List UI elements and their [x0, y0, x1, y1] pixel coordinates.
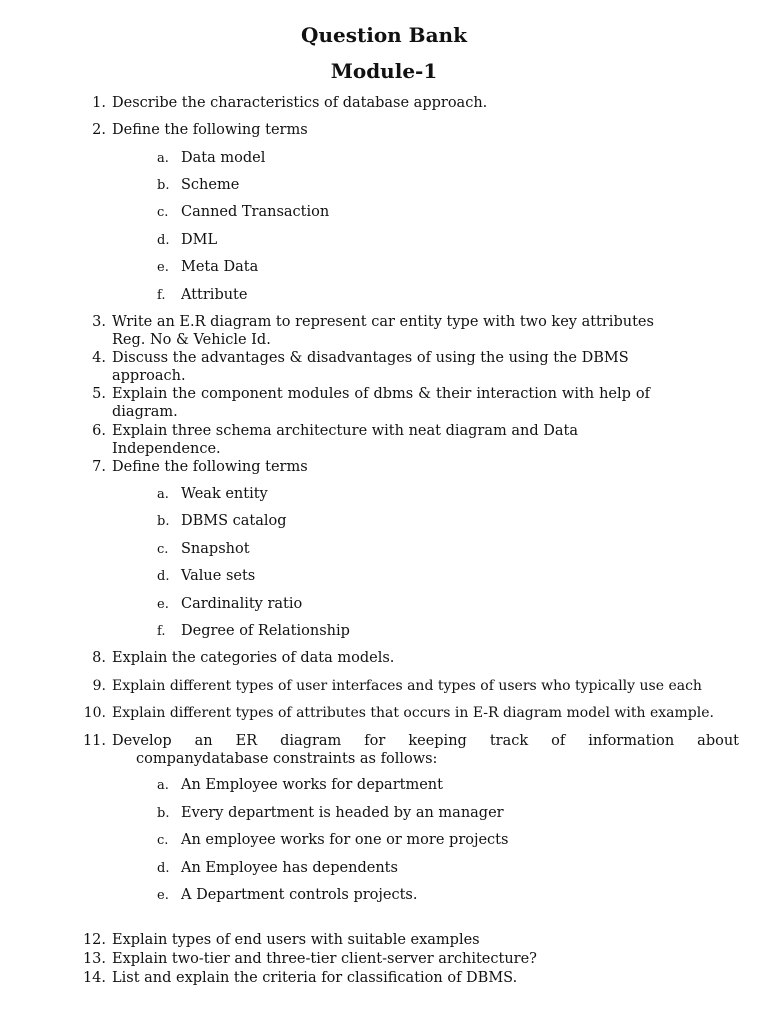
question-number: 9. — [92, 678, 106, 694]
sub-item-letter: e. — [157, 597, 169, 612]
question-14 — [82, 970, 742, 988]
sub-item — [157, 777, 443, 795]
sub-item — [157, 623, 350, 641]
question-13 — [82, 951, 742, 969]
question-text: Describe the characteristics of database approach. — [112, 95, 488, 111]
sub-item-text: Every department is headed by an manager — [181, 805, 504, 821]
question-10 — [83, 705, 742, 723]
question-7 — [92, 459, 742, 477]
question-number: 2. — [92, 122, 106, 138]
question-text: List and explain the criteria for classification of DBMS. — [112, 970, 518, 986]
sub-item-text: Attribute — [181, 287, 248, 303]
sub-item — [157, 232, 218, 250]
sub-item-letter: e. — [157, 260, 169, 275]
sub-item-text: A Department controls projects. — [181, 887, 418, 903]
sub-item-letter: b. — [157, 514, 170, 529]
sub-item-text: Value sets — [181, 568, 256, 584]
question-text-line-2: Reg. No & Vehicle Id. — [112, 331, 271, 348]
question-number: 5. — [92, 386, 106, 402]
question-text-line-1: Write an E.R diagram to represent car entity type with two key attributes — [112, 314, 654, 330]
sub-item-text: Weak entity — [181, 486, 268, 502]
question-1 — [92, 95, 742, 113]
sub-item — [157, 177, 240, 195]
question-text-line-1: Explain the component modules of dbms & their interaction with help of — [112, 386, 650, 402]
question-text-line-2: Independence. — [112, 440, 221, 457]
sub-item-letter: e. — [157, 888, 169, 903]
sub-item-text: Cardinality ratio — [181, 596, 303, 612]
question-number: 3. — [92, 314, 106, 330]
sub-item-text: DBMS catalog — [181, 513, 287, 529]
sub-item-letter: f. — [157, 288, 166, 303]
question-number: 14. — [82, 970, 106, 986]
sub-item-letter: d. — [157, 569, 170, 584]
sub-item — [157, 541, 250, 559]
question-number: 6. — [92, 423, 106, 439]
question-text: Explain different types of user interfaces and types of users who typically use each — [112, 678, 702, 694]
sub-item-letter: a. — [157, 778, 169, 793]
sub-item-text: An employee works for one or more projects — [181, 832, 509, 848]
question-8 — [92, 650, 742, 668]
sub-item-letter: b. — [157, 178, 170, 193]
sub-item-text: An Employee works for department — [181, 777, 443, 793]
sub-item-letter: f. — [157, 624, 166, 639]
question-number: 12. — [82, 932, 106, 948]
question-9 — [92, 678, 742, 696]
question-3 — [92, 314, 742, 349]
sub-item — [157, 596, 303, 614]
question-text: Define the following terms — [112, 122, 308, 138]
question-text-line-1: Explain three schema architecture with neat diagram and Data — [112, 423, 578, 439]
question-number: 1. — [92, 95, 106, 111]
question-text: Explain the categories of data models. — [112, 650, 395, 666]
question-text-line-2: diagram. — [112, 403, 178, 420]
question-number: 7. — [92, 459, 106, 475]
sub-item — [157, 568, 256, 586]
sub-item-letter: c. — [157, 542, 169, 557]
module-heading: Module-1 — [330, 59, 438, 83]
question-5 — [92, 386, 742, 421]
page-title: Question Bank — [301, 23, 467, 47]
sub-item-text: Scheme — [181, 177, 240, 193]
question-number: 11. — [82, 733, 106, 749]
sub-item — [157, 832, 509, 850]
question-text: Define the following terms — [112, 459, 308, 475]
question-text-line-2: companydatabase constraints as follows: — [136, 750, 438, 767]
sub-item — [157, 887, 418, 905]
question-text-line-1: Discuss the advantages & disadvantages of using the using the DBMS — [112, 350, 629, 366]
question-11 — [82, 733, 742, 768]
question-text: Explain types of end users with suitable examples — [112, 932, 480, 948]
question-6 — [92, 423, 742, 458]
question-text: Explain different types of attributes that occurs in E-R diagram model with example. — [112, 705, 714, 721]
sub-item — [157, 513, 287, 531]
sub-item-letter: c. — [157, 205, 169, 220]
sub-item — [157, 259, 259, 277]
question-number: 13. — [82, 951, 106, 967]
sub-item-text: Degree of Relationship — [181, 623, 350, 639]
sub-item — [157, 805, 504, 823]
sub-item-text: DML — [181, 232, 218, 248]
question-12 — [82, 932, 742, 950]
sub-item-letter: c. — [157, 833, 169, 848]
question-4 — [92, 350, 742, 385]
question-text-line-2: approach. — [112, 367, 186, 384]
sub-item-letter: a. — [157, 151, 169, 166]
sub-item — [157, 287, 248, 305]
sub-item-text: Snapshot — [181, 541, 250, 557]
sub-item-text: Canned Transaction — [181, 204, 330, 220]
sub-item-letter: b. — [157, 806, 170, 821]
sub-item-letter: a. — [157, 487, 169, 502]
sub-item-text: An Employee has dependents — [181, 860, 398, 876]
sub-item — [157, 150, 266, 168]
sub-item — [157, 860, 398, 878]
sub-item-letter: d. — [157, 861, 170, 876]
question-text-line-1: Develop an ER diagram for keeping track of information about — [112, 733, 739, 749]
question-number: 4. — [92, 350, 106, 366]
question-text: Explain two-tier and three-tier client-server architecture? — [112, 951, 537, 967]
sub-item — [157, 204, 330, 222]
question-number: 10. — [83, 705, 106, 721]
question-number: 8. — [92, 650, 106, 666]
sub-item — [157, 486, 268, 504]
question-2 — [92, 122, 742, 140]
sub-item-text: Meta Data — [181, 259, 259, 275]
sub-item-letter: d. — [157, 233, 170, 248]
sub-item-text: Data model — [181, 150, 266, 166]
